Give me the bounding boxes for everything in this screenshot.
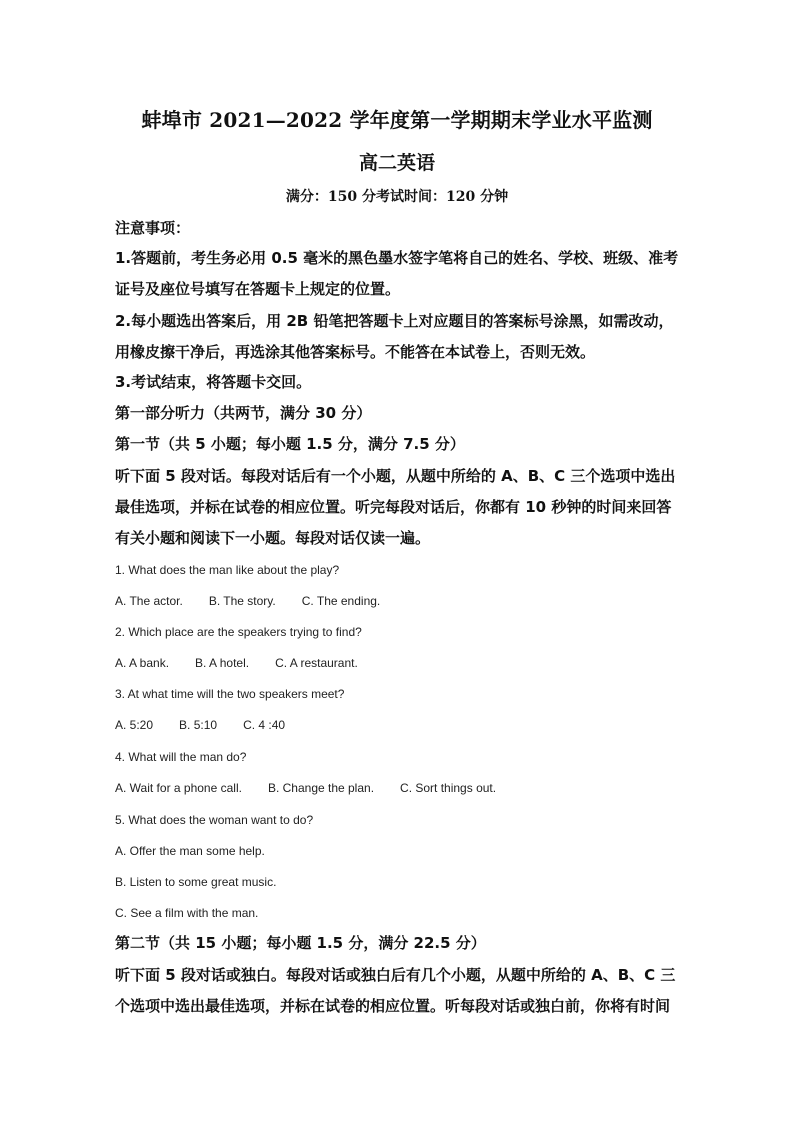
option-c: C. Sort things out. xyxy=(400,781,497,795)
option-a: A. Wait for a phone call. xyxy=(115,781,242,795)
question-1-options xyxy=(115,593,380,609)
option-a: A. A bank. xyxy=(115,656,170,670)
section2-instructions-line-2: 个选项中选出最佳选项，并标在试卷的相应位置。听每段对话或独白前，你将有时间 xyxy=(115,997,671,1015)
section1-heading: 第一节（共 5 小题；每小题 1.5 分，满分 7.5 分） xyxy=(115,435,465,453)
question-4-options xyxy=(115,780,496,796)
option-a: A. The actor. xyxy=(115,594,183,608)
question-2-options xyxy=(115,655,358,671)
section2-instructions-line-1: 听下面 5 段对话或独白。每段对话或独白后有几个小题，从题中所给的 A、B、C 三 xyxy=(115,966,676,984)
option-a: A. 5:20 xyxy=(115,718,154,732)
option-c: C. The ending. xyxy=(301,594,381,608)
question-3-options xyxy=(115,717,285,733)
option-b: B. 5:10 xyxy=(179,718,218,732)
note-2-line-1: 2.每小题选出答案后，用 2B 铅笔把答题卡上对应题目的答案标号涂黑，如需改动， xyxy=(115,312,674,330)
option-b: B. Change the plan. xyxy=(267,781,375,795)
question-5-option-b: B. Listen to some great music. xyxy=(115,875,277,889)
question-5-option-a: A. Offer the man some help. xyxy=(115,844,265,858)
option-b: B. The story. xyxy=(208,594,276,608)
note-2-line-2: 用橡皮擦干净后，再选涂其他答案标号。不能答在本试卷上，否则无效。 xyxy=(115,343,596,361)
option-c: C. 4 :40 xyxy=(243,718,286,732)
section1-instructions-line-2: 最佳选项，并标在试卷的相应位置。听完每段对话后，你都有 10 秒钟的时间来回答 xyxy=(115,498,672,516)
section1-instructions-line-1: 听下面 5 段对话。每段对话后有一个小题，从题中所给的 A、B、C 三个选项中选出 xyxy=(115,467,676,485)
question-2: 2. Which place are the speakers trying to find? xyxy=(115,625,362,639)
question-4: 4. What will the man do? xyxy=(115,750,247,764)
exam-title: 蚌埠市 2021—2022 学年度第一学期期末学业水平监测 xyxy=(141,108,653,132)
question-5-option-c: C. See a film with the man. xyxy=(115,906,259,920)
question-1: 1. What does the man like about the play? xyxy=(115,563,340,577)
note-3: 3.考试结束，将答题卡交回。 xyxy=(115,373,312,391)
score-time-line: 满分：150 分考试时间：120 分钟 xyxy=(285,189,509,205)
exam-subject: 高二英语 xyxy=(358,152,435,174)
part1-heading: 第一部分听力（共两节，满分 30 分） xyxy=(115,404,372,422)
note-1-line-2: 证号及座位号填写在答题卡上规定的位置。 xyxy=(115,280,401,298)
notes-heading: 注意事项： xyxy=(115,219,191,237)
note-1-line-1: 1.答题前，考生务必用 0.5 毫米的黑色墨水签字笔将自己的姓名、学校、班级、准考 xyxy=(115,249,679,267)
question-3: 3. At what time will the two speakers meet? xyxy=(115,687,345,701)
section1-instructions-line-3: 有关小题和阅读下一小题。每段对话仅读一遍。 xyxy=(115,529,431,547)
section2-heading: 第二节（共 15 小题；每小题 1.5 分，满分 22.5 分） xyxy=(115,934,486,952)
option-c: C. A restaurant. xyxy=(275,656,358,670)
option-b: B. A hotel. xyxy=(195,656,250,670)
question-5: 5. What does the woman want to do? xyxy=(115,813,314,827)
